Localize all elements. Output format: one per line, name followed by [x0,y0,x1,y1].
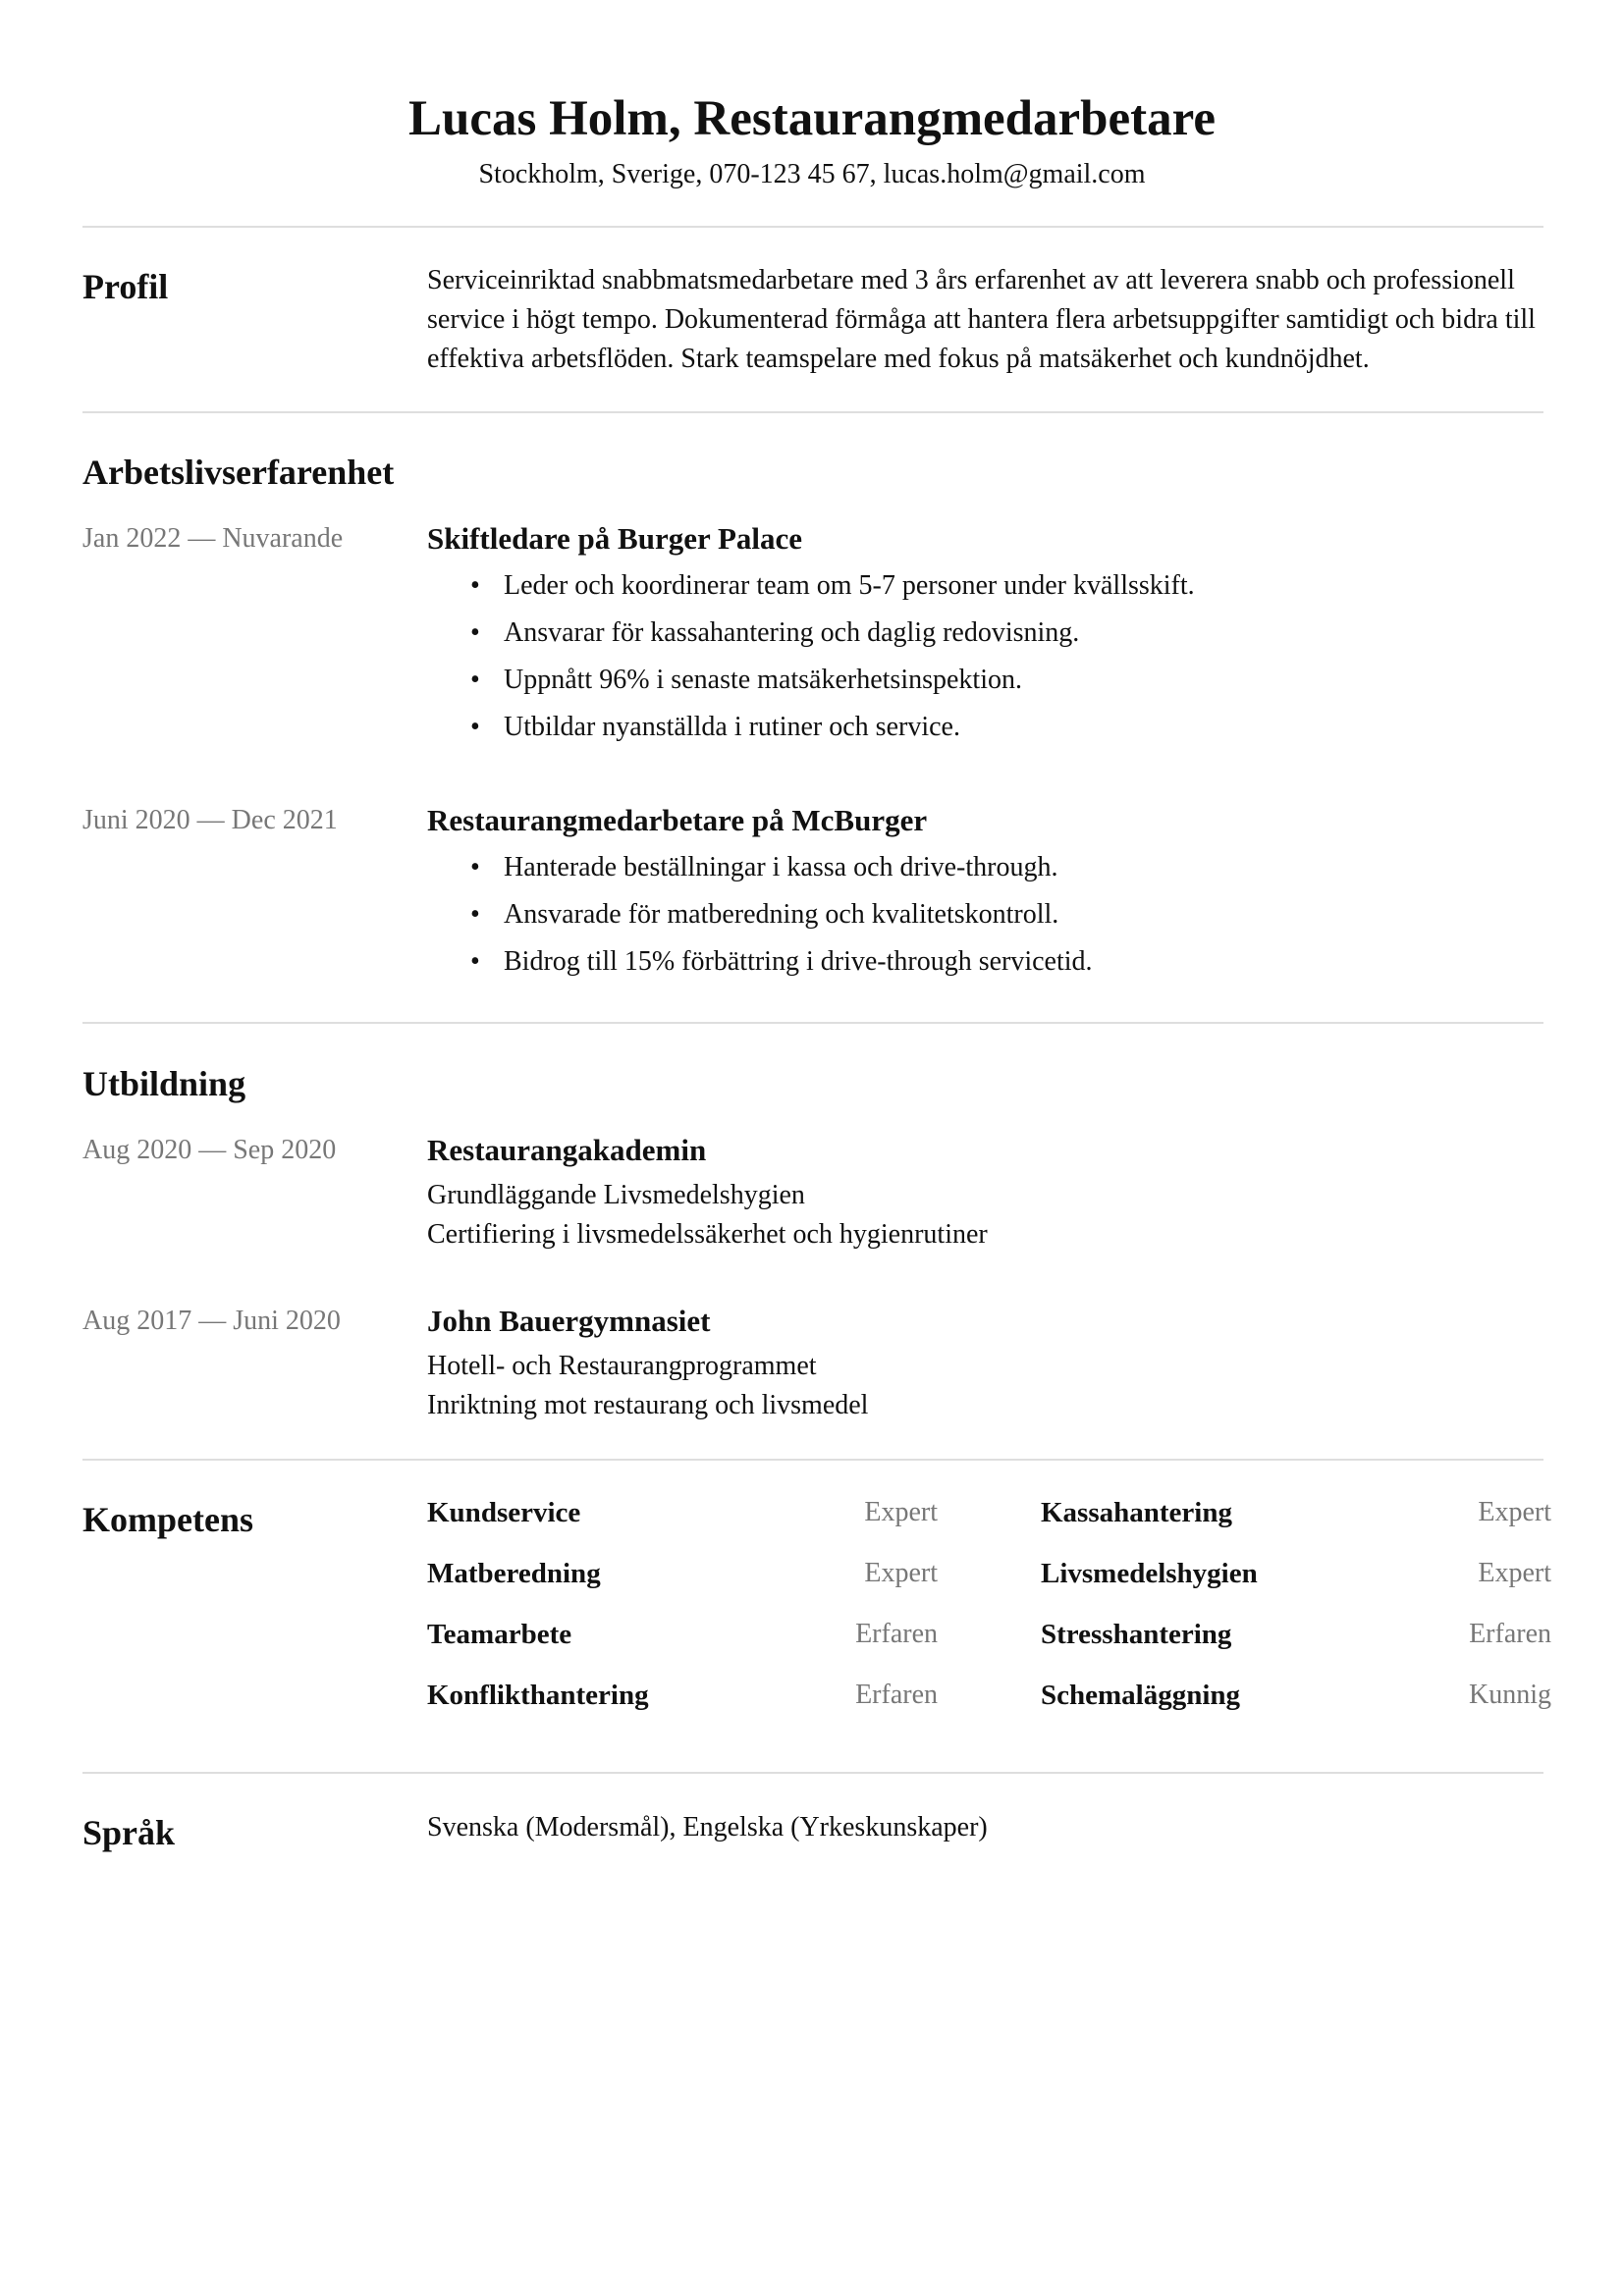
divider [82,1022,1543,1024]
skill-item [427,1491,938,1534]
skill-item [1041,1674,1551,1717]
bullet-item [427,938,1537,986]
skill-item [427,1613,938,1656]
skill-level: Expert [1478,1497,1551,1527]
bullet-list [427,844,1537,986]
languages-heading: Språk [82,1813,176,1852]
school-name: Restaurangakademin [427,1133,707,1167]
bullet-list [427,562,1537,751]
bullet-icon: • [470,899,480,930]
bullet-text: Ansvarade för matberedning och kvalitetskontroll. [504,899,1059,930]
divider [82,411,1543,413]
skill-level: Erfaren [855,1680,938,1710]
entry-dates: Jan 2022 — Nuvarande [82,523,344,554]
skill-level: Kunnig [1469,1680,1551,1710]
profile-summary: Serviceinriktad snabbmatsmedarbetare med 3 års erfarenhet av att leverera snabb och professionell service i högt tempo. Dokumenterad förmåga att hantera flera arbetsuppgifter samtidigt och bidra till effektiva arbetsflöden. Stark teamspelare med fokus på matsäkerhet och kundnöjdhet. [427,265,1536,374]
job-title: Skiftledare på Burger Palace [427,521,803,556]
contact-info: Stockholm, Sverige, 070-123 45 67, lucas.holm@gmail.com [478,159,1146,189]
bullet-item [427,610,1537,657]
entry-body [427,1302,1537,1425]
bullet-icon: • [470,852,480,882]
skill-name: Teamarbete [427,1619,572,1650]
skill-item [1041,1491,1551,1534]
profile-heading: Profil [82,267,169,306]
education-detail: Inriktning mot restaurang och livsmedel [427,1390,869,1420]
divider [82,226,1543,228]
bullet-text: Uppnått 96% i senaste matsäkerhetsinspektion. [504,665,1022,695]
skill-name: Kassahantering [1041,1497,1232,1528]
skill-name: Stresshantering [1041,1619,1232,1650]
bullet-text: Leder och koordinerar team om 5-7 personer under kvällsskift. [504,570,1195,601]
entry-dates: Juni 2020 — Dec 2021 [82,805,338,835]
bullet-item [427,562,1537,610]
bullet-text: Bidrog till 15% förbättring i drive-through servicetid. [504,946,1093,977]
entry-body [427,519,1537,751]
candidate-name: Lucas Holm, Restaurangmedarbetare [407,91,1217,146]
bullet-text: Utbildar nyanställda i rutiner och service. [504,712,960,742]
bullet-icon: • [470,946,480,977]
education-program: Grundläggande Livsmedelshygien [427,1180,805,1210]
school-name: John Bauergymnasiet [427,1304,711,1338]
divider [82,1459,1543,1461]
skill-name: Livsmedelshygien [1041,1558,1258,1589]
entry-body [427,1131,1537,1255]
entry-dates: Aug 2017 — Juni 2020 [82,1306,341,1336]
skill-item [1041,1613,1551,1656]
skill-name: Konflikthantering [427,1680,649,1711]
bullet-item [427,704,1537,751]
skill-item [427,1674,938,1717]
skill-level: Erfaren [1469,1619,1551,1649]
divider [82,1772,1543,1774]
education-heading: Utbildning [82,1064,246,1103]
entry-body [427,801,1537,986]
bullet-icon: • [470,570,480,601]
languages-list: Svenska (Modersmål), Engelska (Yrkeskunskaper) [427,1812,988,1842]
bullet-text: Ansvarar för kassahantering och daglig redovisning. [504,617,1080,648]
skills-heading: Kompetens [82,1500,253,1539]
bullet-text: Hanterade beställningar i kassa och drive-through. [504,852,1058,882]
skill-name: Kundservice [427,1497,581,1528]
skill-level: Erfaren [855,1619,938,1649]
skill-item [427,1552,938,1595]
bullet-item [427,844,1537,891]
experience-heading: Arbetslivserfarenhet [82,453,395,492]
bullet-icon: • [470,617,480,648]
bullet-item [427,657,1537,704]
job-title: Restaurangmedarbetare på McBurger [427,803,928,837]
entry-dates: Aug 2020 — Sep 2020 [82,1135,337,1165]
resume-header [0,86,1624,194]
skill-level: Expert [1478,1558,1551,1588]
skill-item [1041,1552,1551,1595]
bullet-item [427,891,1537,938]
bullet-icon: • [470,712,480,742]
skill-level: Expert [864,1497,938,1527]
skill-name: Schemaläggning [1041,1680,1241,1711]
skill-level: Expert [864,1558,938,1588]
education-program: Hotell- och Restaurangprogrammet [427,1351,817,1381]
skill-name: Matberedning [427,1558,601,1589]
education-detail: Certifiering i livsmedelssäkerhet och hygienrutiner [427,1219,988,1250]
bullet-icon: • [470,665,480,695]
